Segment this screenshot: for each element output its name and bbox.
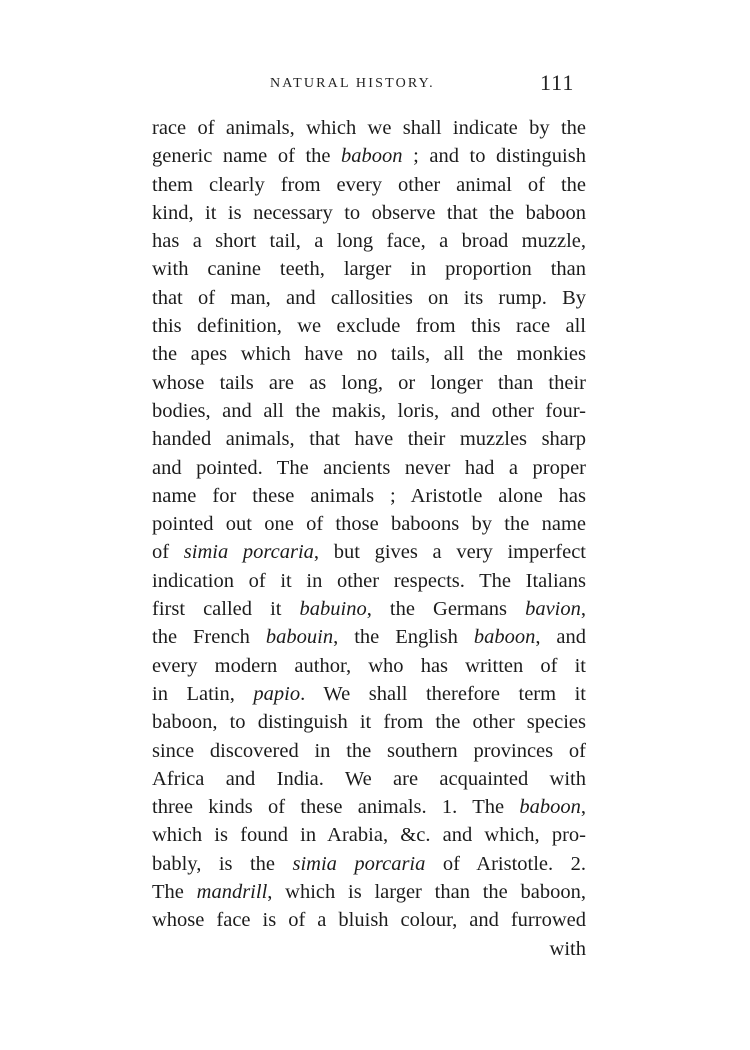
text-line xyxy=(152,397,586,425)
text-segment: indication of it in other respects. The Italians xyxy=(152,569,586,592)
text-segment: bodies, and all the makis, loris, and other four- xyxy=(152,399,586,422)
text-line xyxy=(152,595,586,623)
text-line xyxy=(152,199,586,227)
text-line xyxy=(152,538,586,566)
italic-text: baboon xyxy=(519,796,581,819)
text-line xyxy=(152,312,586,340)
text-line xyxy=(152,171,586,199)
text-segment: , which is larger than the baboon, xyxy=(267,881,586,904)
page-number: 111 xyxy=(540,70,575,95)
text-segment: and pointed. The ancients never had a proper xyxy=(152,456,586,479)
text-segment: bably, is the xyxy=(152,852,293,875)
text-line xyxy=(152,850,586,878)
text-line xyxy=(152,878,586,906)
text-segment: the apes which have no tails, all the monkies xyxy=(152,343,586,366)
text-segment: , but gives a very imperfect xyxy=(313,541,586,564)
text-segment: of Aristotle. 2. xyxy=(425,852,586,875)
text-line xyxy=(152,821,586,849)
text-segment: Africa and India. We are acquainted with xyxy=(152,767,586,790)
italic-text: babouin xyxy=(265,626,334,649)
text-segment: that of man, and callosities on its rump. By xyxy=(152,286,586,309)
text-segment: this definition, we exclude from this race all xyxy=(152,315,586,338)
text-segment: which is found in Arabia, &c. and which, pro- xyxy=(152,824,586,847)
text-segment: since discovered in the southern provinces of xyxy=(152,739,586,762)
text-line xyxy=(152,114,586,142)
italic-text: baboon xyxy=(341,145,403,168)
text-line xyxy=(152,227,586,255)
text-segment: , xyxy=(580,796,586,819)
text-line xyxy=(152,652,586,680)
text-line xyxy=(152,567,586,595)
italic-text: papio xyxy=(253,682,301,705)
text-line xyxy=(152,510,586,538)
text-segment: baboon, to distinguish it from the other species xyxy=(152,711,586,734)
text-segment: , the Germans xyxy=(366,598,526,621)
text-segment: ; and to distinguish xyxy=(402,145,586,168)
text-line xyxy=(152,369,586,397)
text-segment: , the English xyxy=(333,626,474,649)
text-segment: has a short tail, a long face, a broad muzzle, xyxy=(152,230,586,253)
text-line xyxy=(152,680,586,708)
text-line xyxy=(152,765,586,793)
text-segment: them clearly from every other animal of the xyxy=(152,173,586,196)
text-line xyxy=(152,793,586,821)
text-line xyxy=(152,708,586,736)
text-segment: pointed out one of those baboons by the name xyxy=(152,513,586,536)
text-line xyxy=(152,935,586,963)
text-segment: the French xyxy=(152,626,266,649)
text-segment: of xyxy=(152,541,184,564)
text-segment: first called it xyxy=(152,598,300,621)
text-segment: , xyxy=(580,598,586,621)
text-segment: with xyxy=(549,937,586,960)
text-line xyxy=(152,142,586,170)
italic-text: mandrill xyxy=(196,881,268,904)
italic-text: simia porcaria xyxy=(292,852,426,875)
text-line xyxy=(152,737,586,765)
text-segment: whose face is of a bluish colour, and furrowed xyxy=(152,909,586,932)
text-line xyxy=(152,255,586,283)
text-line xyxy=(152,906,586,934)
text-segment: generic name of the xyxy=(152,145,342,168)
text-segment: every modern author, who has written of it xyxy=(152,654,586,677)
text-segment: three kinds of these animals. 1. The xyxy=(152,796,520,819)
text-line xyxy=(152,482,586,510)
text-segment: name for these animals ; Aristotle alone has xyxy=(152,484,586,507)
body-text xyxy=(152,114,586,963)
text-segment: in Latin, xyxy=(152,682,254,705)
text-segment: handed animals, that have their muzzles sharp xyxy=(152,428,586,451)
italic-text: babuino xyxy=(299,598,367,621)
text-segment: . We shall therefore term it xyxy=(300,682,586,705)
text-line xyxy=(152,425,586,453)
text-segment: The xyxy=(152,881,197,904)
text-line xyxy=(152,284,586,312)
text-segment: kind, it is necessary to observe that the baboon xyxy=(152,201,586,224)
italic-text: simia porcaria xyxy=(183,541,314,564)
text-line xyxy=(152,454,586,482)
running-title: NATURAL HISTORY. xyxy=(270,76,435,91)
text-segment: with canine teeth, larger in proportion than xyxy=(152,258,586,281)
text-segment: race of animals, which we shall indicate by the xyxy=(152,117,586,139)
text-segment: , and xyxy=(535,626,586,649)
italic-text: baboon xyxy=(473,626,536,649)
italic-text: bavion xyxy=(525,598,581,621)
text-line xyxy=(152,340,586,368)
text-segment: whose tails are as long, or longer than their xyxy=(152,371,586,394)
text-line xyxy=(152,623,586,651)
